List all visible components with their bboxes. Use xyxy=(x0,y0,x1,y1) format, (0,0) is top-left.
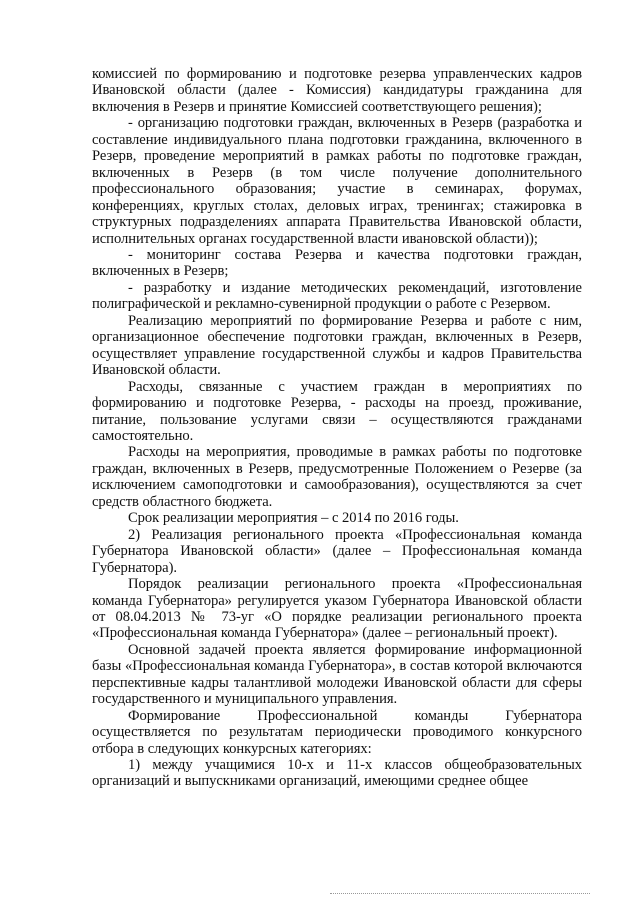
scan-edge-divider xyxy=(330,893,590,894)
paragraph-project-goal: Основной задачей проекта является формирование информационной базы «Профессиональная команда Губернатора», в состав которой включаются перспективные кадры талантливой молодежи Ивановской области для сферы государственного и муниципального управления. xyxy=(92,641,582,708)
paragraph-team-formation: Формирование Профессиональной команды Губернатора осуществляется по результатам периодически проводимого конкурсного отбора в следующих конкурсных категориях: xyxy=(92,707,582,757)
paragraph-monitoring: - мониторинг состава Резерва и качества подготовки граждан, включенных в Резерв; xyxy=(92,246,582,280)
paragraph-project-procedure: Порядок реализации регионального проекта «Профессиональная команда Губернатора» регулируется указом Губернатора Ивановской области от 08.04.2013 № 73-уг «О порядке реализации регионального проекта «Профессиональная команда Губернатора» (далее – региональный проект). xyxy=(92,576,582,642)
paragraph-term: Срок реализации мероприятия – с 2014 по 2016 годы. xyxy=(128,510,459,527)
paragraph-regional-project-heading: 2) Реализация регионального проекта «Профессиональная команда Губернатора Ивановской области» (далее – Профессиональная команда Губернатора). xyxy=(92,526,582,576)
paragraph-implementation: Реализацию мероприятий по формирование Резерва и работе с ним, организационное обеспечение подготовки граждан, включенных в Резерв, осуществляет управление государственной службы и кадров Правительства Ивановской области. xyxy=(92,312,582,379)
paragraph-expenses-budget: Расходы на мероприятия, проводимые в рамках работы по подготовке граждан, включенных в Резерв, предусмотренные Положением о Резерве (за исключением самоподготовки и самообразования), осуществляются за счет средств областного бюджета. xyxy=(92,444,582,510)
paragraph-expenses-citizens: Расходы, связанные с участием граждан в мероприятиях по формированию и подготовке Резерва, - расходы на проезд, проживание, питание, пользование услугами связи – осуществляются гражданами самостоятельно. xyxy=(92,378,582,444)
paragraph-training-organization: - организацию подготовки граждан, включенных в Резерв (разработка и составление индивидуального плана подготовки гражданина, включенного в Резерв, проведение мероприятий в рамках работы по подготовке граждан, включенных в Резерв (в том числе получение дополнительного профессионального образования; участие в семинарах, форумах, конференциях, круглых столах, деловых играх, тренингах; стажировка в структурных подразделениях аппарата Правительства Ивановской области, исполнительных органах государственной власти ивановской области)); xyxy=(92,115,582,247)
paragraph-methodical-recommendations: - разработку и издание методических рекомендаций, изготовление полиграфической и рекламно-сувенирной продукции о работе с Резервом. xyxy=(92,279,582,313)
paragraph-category-1: 1) между учащимися 10-х и 11-х классов общеобразовательных организаций и выпускниками организаций, имеющими среднее общее xyxy=(92,757,582,790)
paragraph-commission-continuation: комиссией по формированию и подготовке резерва управленческих кадров Ивановской области (далее - Комиссия) кандидатуры гражданина для включения в Резерв и принятие Комиссией соответствующего решения); xyxy=(92,66,582,115)
